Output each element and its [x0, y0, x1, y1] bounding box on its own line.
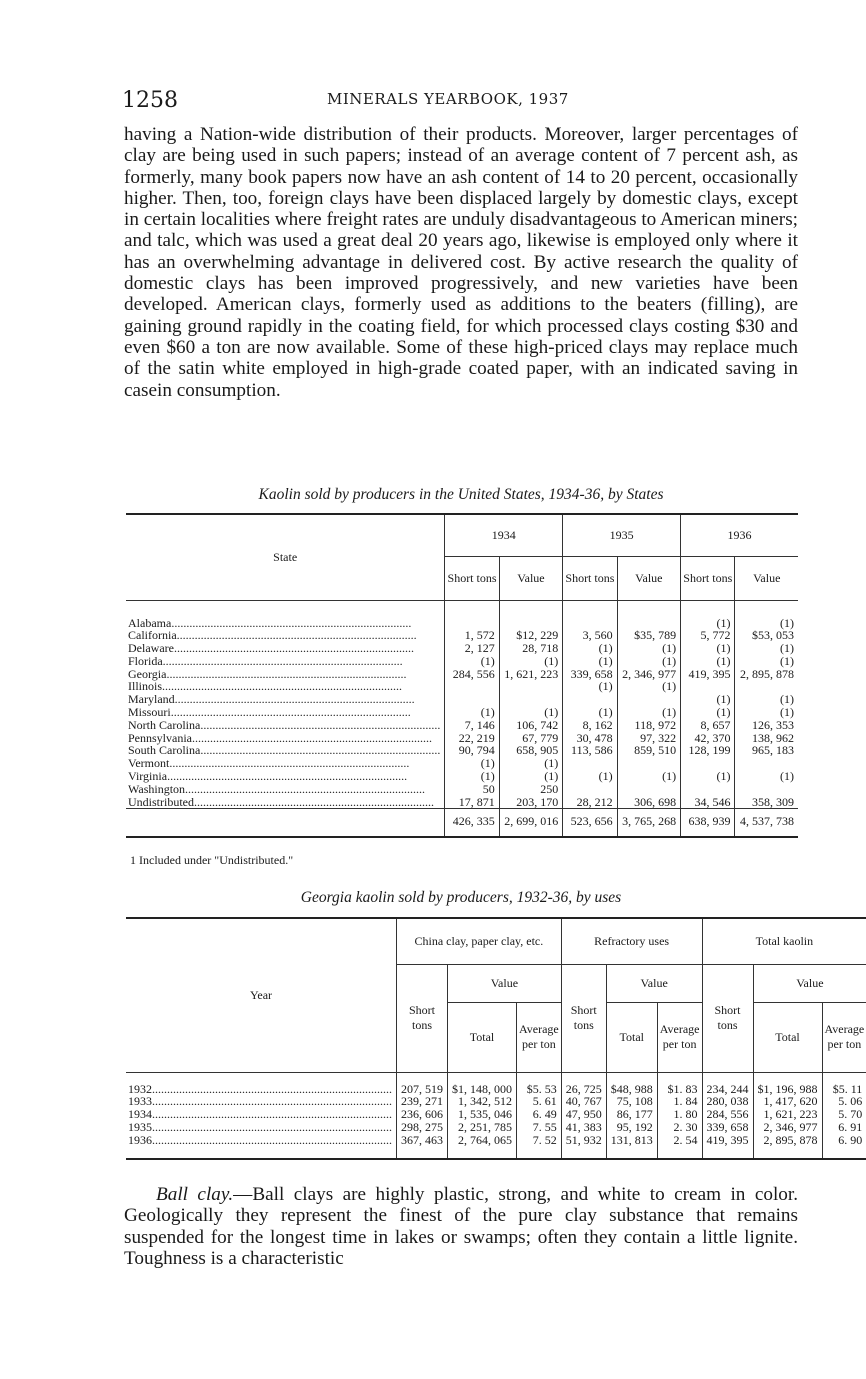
- data-cell: 8, 657: [681, 719, 735, 732]
- data-cell: 1. 84: [657, 1095, 702, 1108]
- year-header: Year: [126, 918, 397, 1072]
- data-cell: 6. 49: [517, 1108, 562, 1121]
- row-label: North Carolina................................................................................: [128, 717, 441, 732]
- data-cell: 1, 621, 223: [753, 1108, 822, 1121]
- data-cell: (1): [681, 770, 735, 783]
- group-header-refractory: Refractory uses: [561, 918, 702, 964]
- data-cell: 367, 463: [397, 1134, 448, 1160]
- short-tons-header: Short tons: [702, 964, 753, 1072]
- data-cell: 859, 510: [617, 744, 680, 757]
- data-cell: 106, 742: [499, 719, 562, 732]
- data-cell: (1): [617, 706, 680, 719]
- data-cell: (1): [617, 680, 680, 693]
- data-cell: [499, 680, 562, 693]
- data-cell: [445, 680, 499, 693]
- average-header: Average per ton: [657, 1002, 702, 1072]
- data-cell: (1): [499, 655, 562, 668]
- data-cell: 22, 219: [445, 732, 499, 745]
- data-cell: (1): [735, 642, 798, 655]
- state-row: [126, 796, 798, 809]
- ball-clay-text: —Ball clays are highly plastic, strong, and white to cream in color. Geologically they represent the finest of the pure clay substance that remains suspended for the longest time in lakes or swamps; often they contain a little lignite. Toughness is a characteristic: [124, 1184, 798, 1269]
- data-cell: 280, 038: [702, 1095, 753, 1108]
- data-cell: 128, 199: [681, 744, 735, 757]
- data-cell: 3, 560: [563, 629, 617, 642]
- data-cell: 50: [445, 783, 499, 796]
- group-header-china-clay: China clay, paper clay, etc.: [397, 918, 562, 964]
- data-cell: 1. 80: [657, 1108, 702, 1121]
- total-cell: 523, 656: [563, 809, 617, 837]
- data-cell: $5. 11: [822, 1072, 866, 1095]
- row-label: Maryland................................................................................: [128, 692, 415, 707]
- data-cell: 126, 353: [735, 719, 798, 732]
- data-cell: 40, 767: [561, 1095, 606, 1108]
- data-cell: 28, 212: [563, 796, 617, 809]
- data-cell: (1): [445, 706, 499, 719]
- data-cell: 7. 55: [517, 1121, 562, 1134]
- row-label: Vermont................................................................................: [128, 756, 410, 771]
- data-cell: (1): [499, 706, 562, 719]
- row-label: 1935................................................................................: [128, 1119, 392, 1134]
- data-cell: (1): [681, 706, 735, 719]
- state-row: [126, 770, 798, 783]
- group-header-total-kaolin: Total kaolin: [702, 918, 866, 964]
- short-tons-header: Short tons: [681, 556, 735, 600]
- row-label: Illinois................................................................................: [128, 679, 403, 694]
- value-header: Value: [448, 964, 562, 1002]
- data-cell: 239, 271: [397, 1095, 448, 1108]
- data-cell: 90, 794: [445, 744, 499, 757]
- data-cell: 30, 478: [563, 732, 617, 745]
- table1-body: [126, 600, 798, 809]
- data-cell: (1): [735, 706, 798, 719]
- data-cell: 131, 813: [606, 1134, 657, 1160]
- data-cell: (1): [563, 642, 617, 655]
- data-cell: 2. 30: [657, 1121, 702, 1134]
- year-header-1934: 1934: [445, 514, 563, 556]
- data-cell: 284, 556: [702, 1108, 753, 1121]
- data-cell: (1): [499, 757, 562, 770]
- data-cell: [445, 600, 499, 629]
- data-cell: 41, 383: [561, 1121, 606, 1134]
- data-cell: 339, 658: [702, 1121, 753, 1134]
- year-header-1936: 1936: [681, 514, 798, 556]
- row-label: South Carolina................................................................................: [128, 743, 441, 758]
- data-cell: 17, 871: [445, 796, 499, 809]
- data-cell: 250: [499, 783, 562, 796]
- data-cell: 306, 698: [617, 796, 680, 809]
- table2-caption: Georgia kaolin sold by producers, 1932-36, by uses: [300, 889, 622, 906]
- row-label: Georgia................................................................................: [128, 666, 407, 681]
- data-cell: 6. 91: [822, 1121, 866, 1134]
- data-cell: 298, 275: [397, 1121, 448, 1134]
- data-cell: 658, 905: [499, 744, 562, 757]
- data-cell: (1): [445, 655, 499, 668]
- data-cell: 419, 395: [681, 668, 735, 681]
- data-cell: 339, 658: [563, 668, 617, 681]
- data-cell: (1): [735, 693, 798, 706]
- state-header: State: [126, 514, 445, 600]
- data-cell: (1): [735, 770, 798, 783]
- data-cell: 34, 546: [681, 796, 735, 809]
- data-cell: [681, 783, 735, 796]
- data-cell: 67, 779: [499, 732, 562, 745]
- row-label: Alabama................................................................................: [128, 615, 412, 630]
- data-cell: 47, 950: [561, 1108, 606, 1121]
- year-row: [126, 1121, 866, 1134]
- data-cell: 207, 519: [397, 1072, 448, 1095]
- data-cell: (1): [681, 600, 735, 629]
- data-cell: 8, 162: [563, 719, 617, 732]
- total-header: Total: [606, 1002, 657, 1072]
- data-cell: $12, 229: [499, 629, 562, 642]
- data-cell: $5. 53: [517, 1072, 562, 1095]
- value-header: Value: [617, 556, 680, 600]
- data-cell: (1): [735, 655, 798, 668]
- total-header: Total: [753, 1002, 822, 1072]
- data-cell: 118, 972: [617, 719, 680, 732]
- row-label: Missouri................................................................................: [128, 705, 411, 720]
- body-paragraph-2: [124, 1184, 798, 1269]
- data-cell: 5. 06: [822, 1095, 866, 1108]
- row-label: 1933................................................................................: [128, 1094, 392, 1109]
- data-cell: 5. 61: [517, 1095, 562, 1108]
- data-cell: 358, 309: [735, 796, 798, 809]
- year-row: [126, 1134, 866, 1160]
- data-cell: 419, 395: [702, 1134, 753, 1160]
- georgia-kaolin-by-uses-table: [126, 917, 866, 1160]
- data-cell: 2, 251, 785: [448, 1121, 517, 1134]
- row-label: Florida................................................................................: [128, 653, 403, 668]
- state-row: [126, 642, 798, 655]
- body-paragraph-1: having a Nation-wide distribution of their products. Moreover, larger percentages of clay are being used in such papers; instead of an average content of 7 percent ash, as formerly, many book papers now have an ash content of 14 to 20 percent, occasionally higher. Then, too, foreign clays have been displaced largely by domestic clays, except in certain localities where freight rates are unduly disadvantageous to American miners; and talc, which was used a great deal 20 years ago, likewise is employed only where it has an overwhelming advantage in delivered cost. By active research the quality of domestic clays has been improved progressively, and new varieties have been developed. American clays, formerly used as additions to the beaters (filling), are gaining ground rapidly in the coating field, for which processed clays costing $30 and even $60 a ton are now available. Some of these high-priced clays may replace much of the satin white employed in high-grade coated paper, with an indicated saving in casein consumption.: [124, 124, 798, 401]
- data-cell: 1, 535, 046: [448, 1108, 517, 1121]
- short-tons-header: Short tons: [561, 964, 606, 1072]
- data-cell: 1, 417, 620: [753, 1095, 822, 1108]
- row-label: 1936................................................................................: [128, 1132, 392, 1147]
- data-cell: [563, 600, 617, 629]
- data-cell: (1): [617, 642, 680, 655]
- state-row: [126, 719, 798, 732]
- data-cell: (1): [563, 680, 617, 693]
- row-label: 1932................................................................................: [128, 1081, 392, 1096]
- table1-footnote: 1 Included under "Undistributed.": [130, 853, 294, 867]
- data-cell: (1): [617, 770, 680, 783]
- state-row: [126, 600, 798, 629]
- data-cell: 2, 346, 977: [617, 668, 680, 681]
- data-cell: 5, 772: [681, 629, 735, 642]
- table1-caption: Kaolin sold by producers in the United States, 1934-36, by States: [258, 486, 664, 503]
- data-cell: (1): [617, 655, 680, 668]
- page-number: 1258: [122, 88, 178, 113]
- data-cell: $53, 053: [735, 629, 798, 642]
- year-header-1935: 1935: [563, 514, 681, 556]
- data-cell: 1, 572: [445, 629, 499, 642]
- data-cell: 2, 895, 878: [735, 668, 798, 681]
- data-cell: (1): [681, 655, 735, 668]
- data-cell: 26, 725: [561, 1072, 606, 1095]
- data-cell: 113, 586: [563, 744, 617, 757]
- data-cell: 234, 244: [702, 1072, 753, 1095]
- value-header: Value: [753, 964, 866, 1002]
- row-label: 1934................................................................................: [128, 1107, 392, 1122]
- state-row: [126, 706, 798, 719]
- data-cell: (1): [563, 655, 617, 668]
- row-label: Undistributed................................................................................: [128, 794, 434, 809]
- row-label: California................................................................................: [128, 628, 417, 643]
- data-cell: (1): [499, 770, 562, 783]
- average-header: Average per ton: [822, 1002, 866, 1072]
- row-label: Virginia................................................................................: [128, 769, 408, 784]
- data-cell: 2, 346, 977: [753, 1121, 822, 1134]
- row-label: Washington................................................................................: [128, 781, 426, 796]
- total-cell: 426, 335: [445, 809, 499, 837]
- row-label: Delaware................................................................................: [128, 641, 414, 656]
- data-cell: (1): [445, 757, 499, 770]
- data-cell: [735, 783, 798, 796]
- data-cell: [563, 783, 617, 796]
- total-cell: 638, 939: [681, 809, 735, 837]
- total-header: Total: [448, 1002, 517, 1072]
- row-label: Pennsylvania................................................................................: [128, 730, 432, 745]
- state-row: [126, 783, 798, 796]
- value-header: Value: [606, 964, 702, 1002]
- short-tons-header: Short tons: [563, 556, 617, 600]
- data-cell: $1, 196, 988: [753, 1072, 822, 1095]
- data-cell: 965, 183: [735, 744, 798, 757]
- year-row: [126, 1072, 866, 1095]
- ball-clay-heading: Ball clay.: [156, 1184, 234, 1205]
- data-cell: 97, 322: [617, 732, 680, 745]
- value-header: Value: [499, 556, 562, 600]
- total-cell: 2, 699, 016: [499, 809, 562, 837]
- data-cell: 86, 177: [606, 1108, 657, 1121]
- data-cell: 95, 192: [606, 1121, 657, 1134]
- data-cell: $1, 148, 000: [448, 1072, 517, 1095]
- data-cell: 42, 370: [681, 732, 735, 745]
- short-tons-header: Short tons: [445, 556, 499, 600]
- page-header: [122, 88, 802, 114]
- data-cell: 284, 556: [445, 668, 499, 681]
- data-cell: 236, 606: [397, 1108, 448, 1121]
- data-cell: 138, 962: [735, 732, 798, 745]
- short-tons-header: Short tons: [397, 964, 448, 1072]
- data-cell: [617, 783, 680, 796]
- data-cell: 1, 342, 512: [448, 1095, 517, 1108]
- total-cell: 4, 537, 738: [735, 809, 798, 837]
- data-cell: 7, 146: [445, 719, 499, 732]
- data-cell: (1): [445, 770, 499, 783]
- data-cell: 2. 54: [657, 1134, 702, 1160]
- state-row: [126, 655, 798, 668]
- data-cell: (1): [563, 770, 617, 783]
- total-cell: 3, 765, 268: [617, 809, 680, 837]
- value-header: Value: [735, 556, 798, 600]
- data-cell: 1, 621, 223: [499, 668, 562, 681]
- data-cell: 6. 90: [822, 1134, 866, 1160]
- data-cell: 203, 170: [499, 796, 562, 809]
- data-cell: (1): [563, 706, 617, 719]
- data-cell: 5. 70: [822, 1108, 866, 1121]
- running-title: MINERALS YEARBOOK, 1937: [327, 90, 569, 108]
- data-cell: $1. 83: [657, 1072, 702, 1095]
- data-cell: 2, 127: [445, 642, 499, 655]
- average-header: Average per ton: [517, 1002, 562, 1072]
- data-cell: 2, 895, 878: [753, 1134, 822, 1160]
- data-cell: 51, 932: [561, 1134, 606, 1160]
- data-cell: $48, 988: [606, 1072, 657, 1095]
- table2-body: [126, 1072, 866, 1159]
- totals-row: [126, 809, 798, 837]
- data-cell: (1): [681, 642, 735, 655]
- kaolin-by-state-table: [126, 513, 798, 838]
- data-cell: $35, 789: [617, 629, 680, 642]
- data-cell: (1): [681, 693, 735, 706]
- year-row: [126, 1108, 866, 1121]
- data-cell: 7. 52: [517, 1134, 562, 1160]
- data-cell: (1): [735, 600, 798, 629]
- data-cell: 28, 718: [499, 642, 562, 655]
- data-cell: [499, 600, 562, 629]
- data-cell: [617, 600, 680, 629]
- data-cell: 2, 764, 065: [448, 1134, 517, 1160]
- data-cell: 75, 108: [606, 1095, 657, 1108]
